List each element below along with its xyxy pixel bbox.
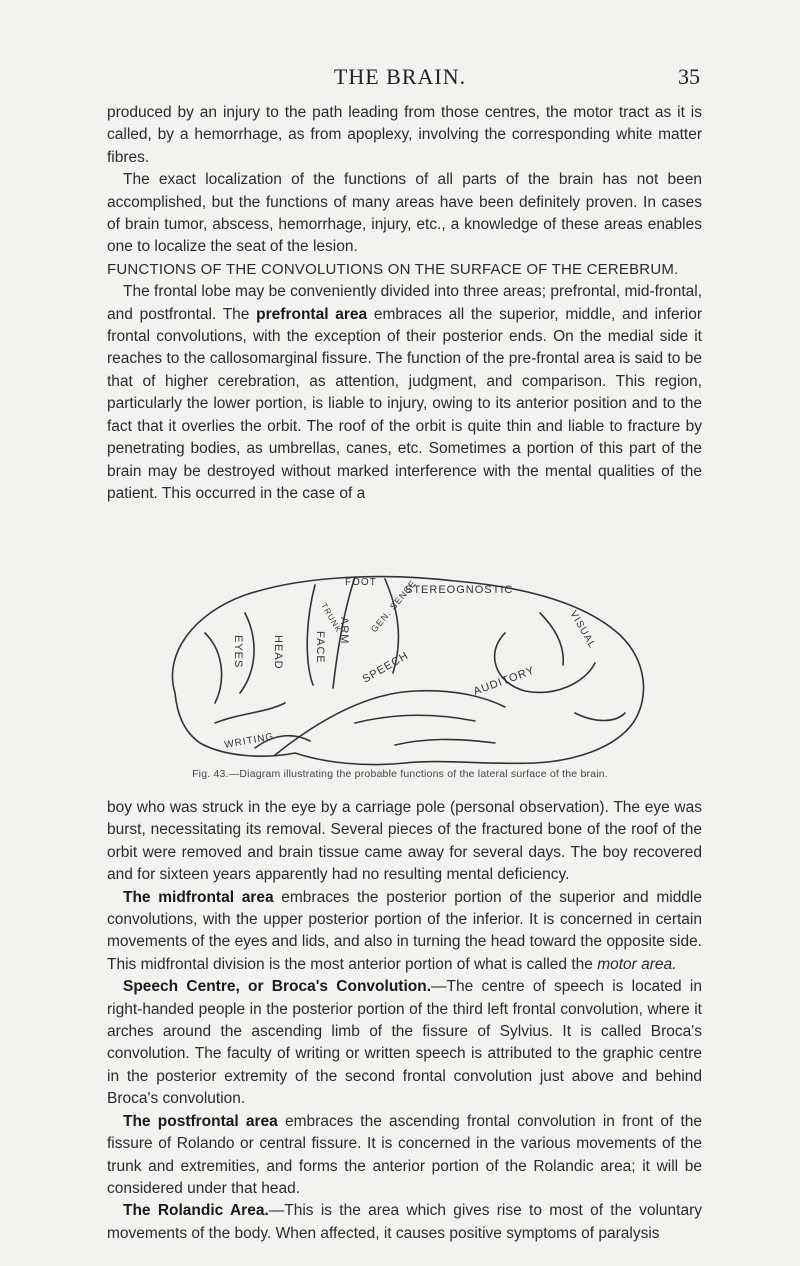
label-writing: WRITING <box>223 731 276 751</box>
label-gen-sense: GEN. SENSE <box>368 578 419 635</box>
brain-diagram <box>155 573 655 768</box>
rolandic-term: The Rolandic Area. <box>123 1202 269 1220</box>
frontal-fold-3 <box>215 703 285 723</box>
label-head: HEAD <box>272 635 284 670</box>
paragraph-midfrontal <box>107 887 702 977</box>
prefrontal-text-b: embraces all the superior, middle, and inferior frontal convolutions, with the exception of their posterior ends. On the medial side it reaches to the callosomarginal fissure. The function of the pre-frontal area is said to be that of higher cerebration, as attention, judgment, and comparison. This region, particularly the lower portion, is liable to injury, owing to its anterior position and to the fact that it overlies the orbit. The roof of the orbit is quite thin and liable to fracture by penetrating bodies, as umbrellas, canes, etc. Sometimes a portion of this part of the brain may be destroyed without marked interference with the mental qualities of the patient. This occurred in the case of a <box>107 305 702 502</box>
running-head: THE BRAIN. <box>333 64 467 89</box>
speech-centre-text: —The centre of speech is located in right-handed people in the posterior portion of the third left frontal convolution, where it arches around the ascending limb of the fissure of Sylvius. It is called Broca's convolution. The faculty of writing or written speech is attributed to the graphic centre in the posterior extremity of the second frontal convolution just above and behind Broca's convolution. <box>107 978 702 1108</box>
rolandic-text: —This is the area which gives rise to most of the voluntary movements of the body. When affected, it causes positive symptoms of paralysis <box>107 1202 702 1242</box>
occipital-fold-2 <box>540 613 563 665</box>
postfrontal-term: The postfrontal area <box>123 1112 278 1130</box>
speech-centre-term: Speech Centre, or Broca's Convolution. <box>123 978 432 996</box>
prefrontal-term: prefrontal area <box>256 305 368 323</box>
paragraph-rolandic <box>107 1200 702 1245</box>
label-face: FACE <box>314 631 326 664</box>
prefrontal-text-a: The frontal lobe may be conveniently divided into three areas; prefrontal, mid-frontal, and postfrontal. The <box>107 283 702 323</box>
label-eyes: EYES <box>232 635 244 669</box>
postfrontal-text: embraces the ascending frontal convolution in front of the fissure of Rolando or central fissure. It is concerned in the various movements of the trunk and extremities, and forms the anterior portion of the Rolandic area; it will be considered under that head. <box>107 1112 703 1197</box>
precentral-line <box>307 585 315 685</box>
label-arm: ARM <box>338 617 350 645</box>
label-visual: VISUAL <box>567 609 598 651</box>
figure-caption: Fig. 43.—Diagram illustrating the probable functions of the lateral surface of the brain. <box>192 768 608 780</box>
temporal-fold <box>355 715 475 723</box>
rear-fold <box>575 713 625 721</box>
motor-area-term: motor area. <box>597 955 677 973</box>
label-auditory: AUDITORY <box>471 664 537 698</box>
top-text-block <box>107 102 702 505</box>
temporal-fold-2 <box>395 739 495 745</box>
paragraph-speech-centre <box>107 976 702 1110</box>
label-foot: FOOT <box>345 577 377 588</box>
paragraph-boy-case: boy who was struck in the eye by a carriage pole (personal observation). The eye was burst, necessitating its removal. Several pieces of the fractured bone of the roof of the orbit were removed and brain tissue came away for several days. The boy recovered and for sixteen years apparently had no resulting mental deficiency. <box>107 799 702 884</box>
paragraph-postfrontal <box>107 1111 702 1201</box>
label-trunk: TRUNK <box>319 601 344 635</box>
page-number: 35 <box>678 64 700 89</box>
bottom-text-block <box>107 797 702 1245</box>
paragraph-localization: The exact localization of the functions of all parts of the brain has not been accomplished, but the functions of many areas have been definitely proven. In cases of brain tumor, abscess, hemorrhage, injury, etc., a knowledge of these areas enables one to localize the seat of the lesion. <box>107 171 702 256</box>
label-speech: SPEECH <box>360 649 411 686</box>
label-stereognostic: STEREOGNOSTIC <box>405 584 514 596</box>
page-header <box>100 64 700 94</box>
paragraph-continuation: produced by an injury to the path leading from those centres, the motor tract as it is called, by a hemorrhage, as from apoplexy, involving the corresponding white matter fibres. <box>107 104 702 166</box>
sylvian-fissure <box>275 691 505 755</box>
frontal-fold-1 <box>205 633 222 703</box>
paragraph-prefrontal <box>107 281 702 505</box>
section-heading: FUNCTIONS OF THE CONVOLUTIONS ON THE SURFACE OF THE CEREBRUM. <box>107 260 679 278</box>
midfrontal-term: The midfrontal area <box>123 888 274 906</box>
midfrontal-text: embraces the posterior portion of the superior and middle convolutions, with the upper posterior portion of the inferior. It is concerned in certain movements of the eyes and lids, and also in turning the head toward the opposite side. This midfrontal division is the most anterior portion of what is called the <box>107 888 702 973</box>
